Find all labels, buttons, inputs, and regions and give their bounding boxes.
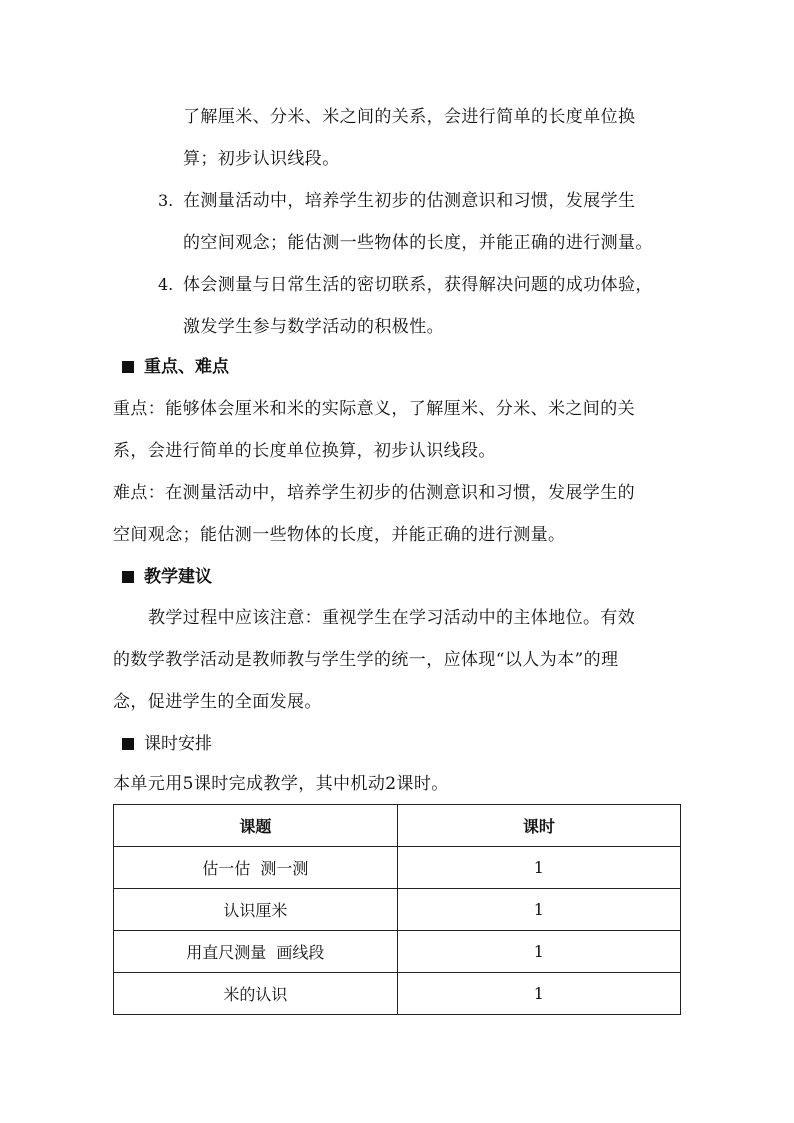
goal-4-line-2: 激发学生参与数学活动的积极性。 (183, 317, 444, 337)
square-bullet-icon (122, 361, 134, 373)
column-header-hours: 课时 (397, 805, 680, 847)
key-points-heading-text: 重点、难点 (144, 357, 229, 377)
advice-line-3: 念，促进学生的全面发展。 (113, 692, 322, 712)
topic-cell: 用直尺测量 画线段 (114, 931, 398, 973)
difficulty-line-2: 空间观念；能估测一些物体的长度，并能正确的进行测量。 (113, 525, 566, 545)
topic-cell: 估一估 测一测 (114, 847, 398, 889)
goal-2-line-1: 了解厘米、分米、米之间的关系，会进行简单的长度单位换 (183, 107, 636, 127)
advice-line-2: 的数学教学活动是教师教与学生学的统一，应体现“以人为本”的理 (113, 650, 619, 670)
schedule-heading-text: 课时安排 (144, 734, 212, 754)
teaching-advice-heading-text: 教学建议 (144, 567, 212, 587)
hours-cell: 1 (397, 973, 680, 1015)
schedule-intro: 本单元用5课时完成教学，其中机动2课时。 (113, 774, 449, 794)
hours-cell: 1 (397, 847, 680, 889)
square-bullet-icon (122, 571, 134, 583)
goal-3-line-2: 的空间观念；能估测一些物体的长度，并能正确的进行测量。 (183, 233, 653, 253)
section-heading-teaching-advice (122, 565, 212, 589)
table-row (114, 973, 681, 1015)
advice-line-1: 教学过程中应该注意：重视学生在学习活动中的主体地位。有效 (148, 608, 636, 628)
difficulty-line-1: 难点：在测量活动中，培养学生初步的估测意识和习惯，发展学生的 (113, 483, 635, 503)
goal-3-number: 3. (158, 191, 174, 210)
table-row (114, 847, 681, 889)
table-header-row (114, 805, 681, 847)
table-row (114, 889, 681, 931)
column-header-topic: 课题 (114, 805, 398, 847)
hours-cell: 1 (397, 889, 680, 931)
lesson-schedule-table (113, 804, 681, 1015)
square-bullet-icon (122, 738, 134, 750)
goal-4-line-1: 体会测量与日常生活的密切联系，获得解决问题的成功体验， (183, 275, 653, 295)
section-heading-key-points (122, 355, 229, 379)
table-row (114, 931, 681, 973)
section-heading-schedule (122, 732, 212, 756)
goal-4-number: 4. (158, 275, 174, 294)
focus-line-2: 系，会进行简单的长度单位换算，初步认识线段。 (113, 441, 496, 461)
topic-cell: 米的认识 (114, 973, 398, 1015)
hours-cell: 1 (397, 931, 680, 973)
focus-line-1: 重点：能够体会厘米和米的实际意义，了解厘米、分米、米之间的关 (113, 399, 635, 419)
goal-3-line-1: 在测量活动中，培养学生初步的估测意识和习惯，发展学生 (183, 191, 636, 211)
topic-cell: 认识厘米 (114, 889, 398, 931)
goal-2-line-2: 算；初步认识线段。 (183, 149, 340, 169)
